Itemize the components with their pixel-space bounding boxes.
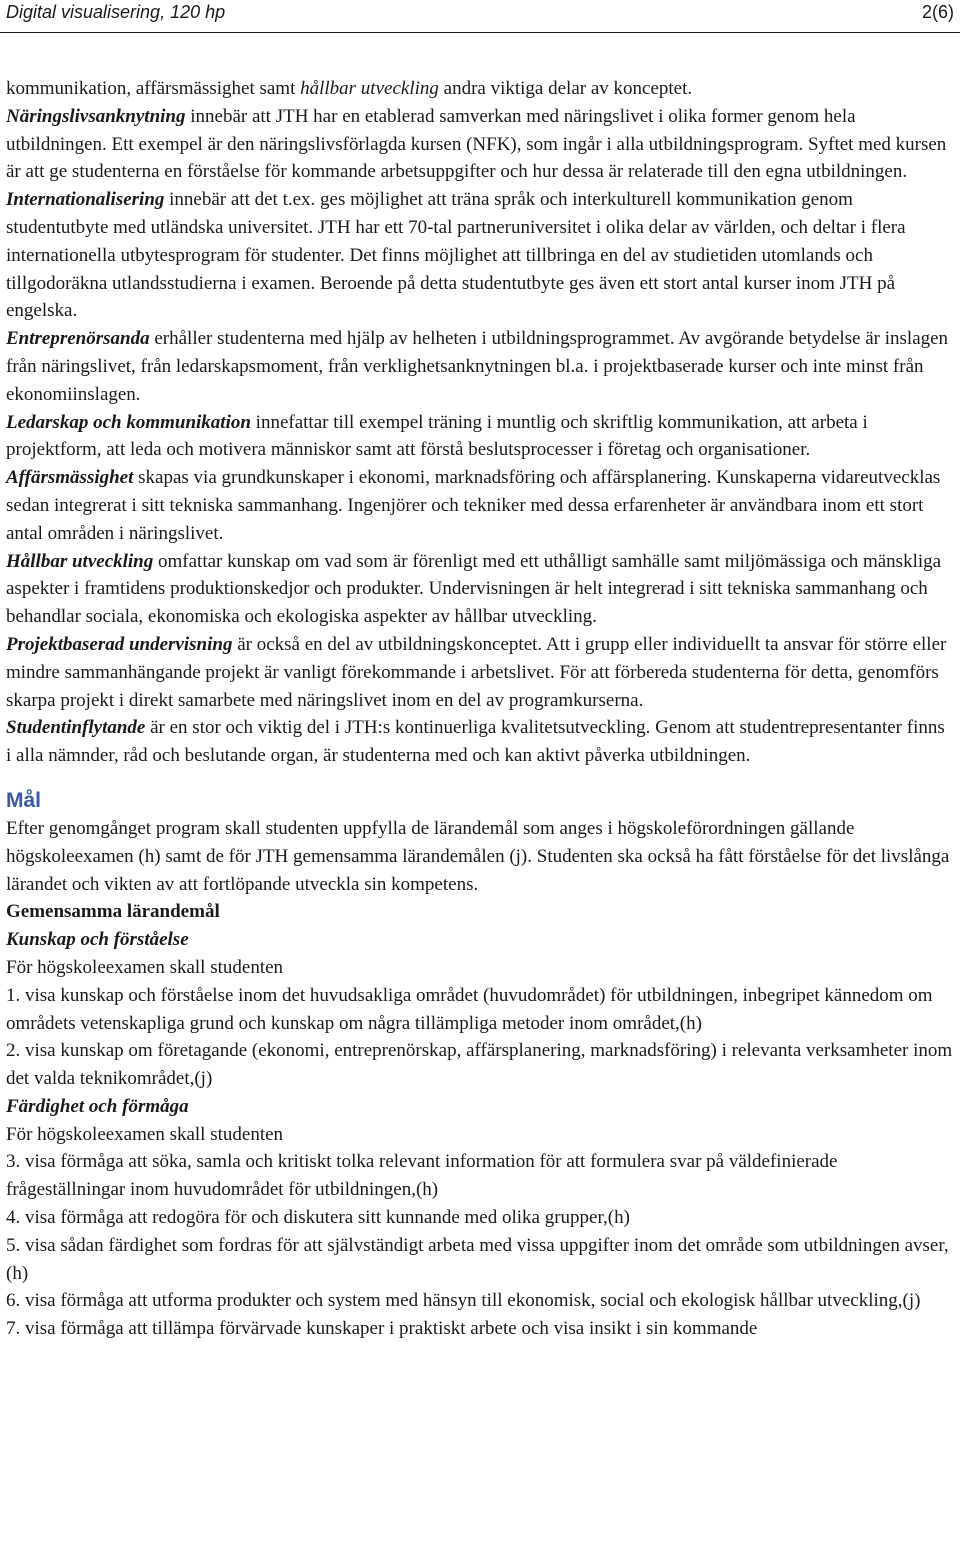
paragraph-projektbaserad: Projektbaserad undervisning är också en del av utbildningskonceptet. Att i grupp eller individuellt ta ansvar för större eller mindre sammanhängande projekt är vanligt förekommande i arbetslivet. För att förbereda studenterna för detta, genomförs skarpa projekt i direkt samarbete med näringslivet inom en del av programkurserna.	[6, 633, 947, 711]
list-item: 4. visa förmåga att redogöra för och diskutera sitt kunnande med olika grupper,(h)	[6, 1207, 630, 1229]
document-body	[6, 75, 954, 1343]
paragraph-hallbar-utveckling: Hållbar utveckling omfattar kunskap om vad som är förenligt med ett uthålligt samhälle samt miljömässiga och mänskliga aspekter i framtidens produktionskedjor och produkter. Undervisningen är helt integrerad i sitt tekniska sammanhang och behandlar sociala, ekonomiska och ekologiska aspekter av hållbar utveckling.	[6, 550, 942, 628]
list-item: 6. visa förmåga att utforma produkter och system med hänsyn till ekonomisk, social och ekologisk hållbar utveckling,(j)	[6, 1290, 921, 1312]
term: Internationalisering	[6, 189, 165, 211]
list-item: 1. visa kunskap och förståelse inom det huvudsakliga området (huvudområdet) för utbildningen, inbegripet kännedom om områdets vetenskapliga grund och kunskap om några tillämpliga metoder inom området,(h)	[6, 984, 933, 1034]
lead-text: För högskoleexamen skall studenten	[6, 1123, 284, 1145]
common-goals-heading: Gemensamma lärandemål	[6, 901, 220, 923]
section-heading-mal: Mål	[6, 788, 42, 812]
header-divider	[0, 32, 960, 33]
term: Ledarskap och kommunikation	[6, 411, 251, 433]
subheading-fardighet: Färdighet och förmåga	[6, 1095, 189, 1117]
list-item: 7. visa förmåga att tillämpa förvärvade kunskaper i praktiskt arbete och visa insikt i sin kommande	[6, 1318, 758, 1340]
page-number: 2(6)	[921, 2, 954, 22]
list-item: 5. visa sådan färdighet som fordras för att självständigt arbeta med vissa uppgifter inom det område som utbildningen avser,(h)	[6, 1234, 949, 1284]
paragraph-studentinflytande: Studentinflytande är en stor och viktig del i JTH:s kontinuerliga kvalitetsutveckling. Genom att studentrepresentanter finns i alla nämnder, råd och beslutande organ, är studenterna med och kan aktivt påverka utbildningen.	[6, 717, 945, 767]
paragraph-entreprenorsanda: Entreprenörsanda erhåller studenterna med hjälp av helheten i utbildningsprogrammet. Av avgörande betydelse är inslagen från näringslivet, från ledarskapsmoment, från verklighetsanknytningen bl.a. i projektbaserade kurser och inte minst från ekonomiinslagen.	[6, 328, 949, 405]
lead-text: För högskoleexamen skall studenten	[6, 956, 284, 978]
emphasis: hållbar utveckling	[300, 78, 439, 99]
paragraph-naringslivsanknytning: Näringslivsanknytning innebär att JTH har en etablerad samverkan med näringslivet i olika former genom hela utbildningen. Ett exempel är den näringslivsförlagda kursen (NFK), som ingår i alla utbildningsprogram. Syftet med kursen är att ge studenterna en förståelse för kommande arbetsuppgifter och hur dessa är relaterade till den egna utbildningen.	[6, 105, 947, 183]
subheading-kunskap: Kunskap och förståelse	[6, 929, 189, 951]
term: Entreprenörsanda	[6, 328, 150, 350]
term: Projektbaserad undervisning	[6, 633, 233, 655]
list-item: 2. visa kunskap om företagande (ekonomi, entreprenörskap, affärsplanering, marknadsföring) i relevanta verksamheter inom det valda teknikområdet,(j)	[6, 1040, 953, 1090]
paragraph-affarsmassighet: Affärsmässighet skapas via grundkunskaper i ekonomi, marknadsföring och affärsplanering. Kunskaperna vidareutvecklas sedan integrerat i sitt tekniska sammanhang. Ingenjörer och tekniker med dessa erfarenheter är användbara inom ett stort antal områden i näringslivet.	[6, 467, 941, 544]
term: Affärsmässighet	[6, 467, 134, 489]
term: Studentinflytande	[6, 717, 146, 739]
paragraph-internationalisering: Internationalisering innebär att det t.ex. ges möjlighet att träna språk och interkulturell kommunikation genom studentutbyte med utländska universitet. JTH har ett 70-tal partneruniversitet i olika delar av världen, och deltar i flera internationella utbytesprogram för studenter. Det finns möjlighet att tillbringa en del av studietiden utomlands och tillgodoräkna utlandsstudierna i examen. Beroende på detta studentutbyte ges även ett stort antal kurser inom JTH på engelska.	[6, 189, 906, 322]
paragraph-continuation: kommunikation, affärsmässighet samt hållbar utveckling andra viktiga delar av konceptet.	[6, 78, 693, 99]
list-item: 3. visa förmåga att söka, samla och kritiskt tolka relevant information för att formulera svar på väldefinierade frågeställningar inom huvudområdet för utbildningen,(h)	[6, 1151, 838, 1201]
document-title: Digital visualisering, 120 hp	[6, 2, 226, 22]
term: Näringslivsanknytning	[6, 105, 186, 127]
paragraph-ledarskap: Ledarskap och kommunikation innefattar till exempel träning i muntlig och skriftlig kommunikation, att arbeta i projektform, att leda och motivera människor samt att förstå beslutsprocesser i företag och organisationer.	[6, 411, 868, 461]
term: Hållbar utveckling	[6, 550, 154, 572]
goals-intro: Efter genomgånget program skall studenten uppfylla de lärandemål som anges i högskoleförordningen gällande högskoleexamen (h) samt de för JTH gemensamma lärandemålen (j). Studenten ska också ha fått förståelse för det livslånga lärandet och vikten av att fortlöpande utveckla sin kompetens.	[6, 817, 950, 895]
page-header	[0, 0, 960, 28]
